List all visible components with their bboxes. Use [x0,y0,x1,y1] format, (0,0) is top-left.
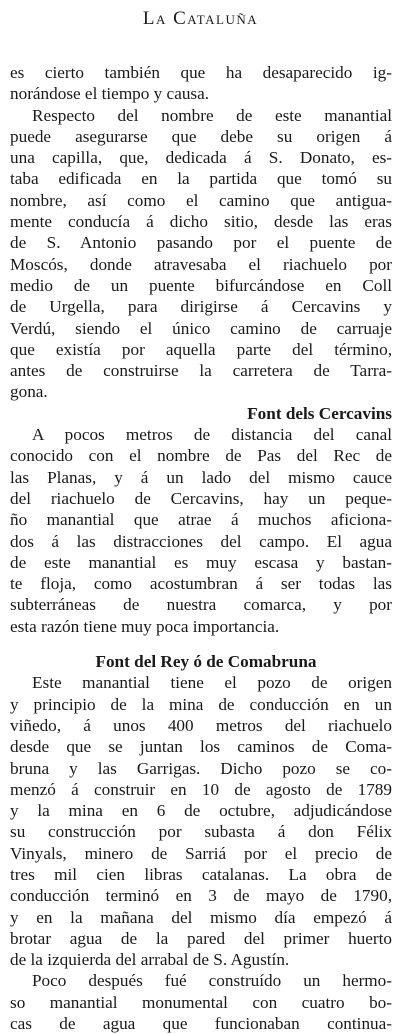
article-body [10,62,392,1034]
text-line: taba edificada en la partida que tomó su [10,169,392,189]
text-line: Respecto del nombre de este manantial [32,105,392,125]
text-line: y principio de la mina de conducción en un [10,694,392,714]
paragraph-3 [10,424,392,637]
text-line: bruna y las Garrigas. Dicho pozo se co- [10,758,392,778]
paragraph-2 [10,105,392,403]
text-line: que existía por aquella parte del término, [10,339,392,359]
text-line: brotar agua de la pared del primer huerto [10,928,392,948]
text-line: dos á las distracciones del campo. El agua [10,531,392,551]
text-line: las Planas, y á un lado del mismo cauce [10,467,392,487]
text-line: gona. [10,382,48,402]
paragraph-1 [10,62,392,105]
text-line: te floja, como acostumbran á ser todas las [10,574,392,594]
text-line: viñedo, á unos 400 metros del riachuelo [10,715,392,735]
paragraph-4 [10,672,392,970]
text-line: de S. Antonio pasando por el puente de [10,233,392,253]
text-line: A pocos metros de distancia del canal [32,425,392,445]
text-line: de Urgella, para dirigirse á Cercavins y [10,297,392,317]
text-line: menzó á construir en 10 de agosto de 1789 [10,779,392,799]
text-line: desde que se juntan los caminos de Coma- [10,737,392,757]
running-head: La Cataluña [142,8,259,29]
text-line: una capilla, que, dedicada á S. Donato, es- [10,148,392,168]
text-line: esta razón tiene muy poca importancia. [10,616,280,636]
text-line: Poco después fué construído un hermo- [32,971,392,991]
text-line: subterráneas de nuestra comarca, y por [10,595,392,615]
text-line: y en la mañana del mismo día empezó á [10,907,392,927]
text-line: de la izquierda del arrabal de S. Agustín. [10,950,290,970]
paragraph-5 [10,970,392,1034]
text-line: es cierto también que ha desaparecido ig- [10,63,392,82]
text-line: puede asegurarse que debe su origen á [10,126,392,146]
text-line: mente conducía á dicho sitio, desde las eras [10,212,392,232]
text-line: y la mina en 6 de octubre, adjudicándose [10,801,392,821]
section-heading-font-dels-cercavins: Font dels Cercavins [247,403,392,423]
text-line: conducción terminó en 3 de mayo de 1790, [10,886,392,906]
text-line: so manantial monumental con cuatro bo- [10,992,392,1012]
text-line: Este manantial tiene el pozo de origen [32,673,392,693]
text-line: de este manantial es muy escasa y bastan- [10,552,392,572]
text-line: Verdú, siendo el único camino de carruaje [10,318,392,338]
text-line: conocido con el nombre de Pas del Rec de [10,446,392,466]
text-line: su construcción por subasta á don Félix [10,822,392,842]
text-line: norándose el tiempo y causa. [10,84,210,104]
text-line: nombre, así como el camino que antigua- [10,190,392,210]
text-line: antes de construirse la carretera de Tarra- [10,361,392,381]
text-line: Vinyals, minero de Sarriá por el precio de [10,843,392,863]
text-line: medio de un puente bifurcándose en Coll [10,275,392,295]
text-line: cas de agua que funcionaban continua- [10,1014,392,1034]
text-line: Moscós, donde atravesaba el riachuelo por [10,254,392,274]
text-line: ño manantial que atrae á muchos aficiona- [10,510,392,530]
text-line: tres mil cien libras catalanas. La obra de [10,864,392,884]
text-line: del riachuelo de Cercavins, hay un peque- [10,488,392,508]
section-heading-font-del-rey: Font del Rey ó de Comabruna [95,652,317,672]
